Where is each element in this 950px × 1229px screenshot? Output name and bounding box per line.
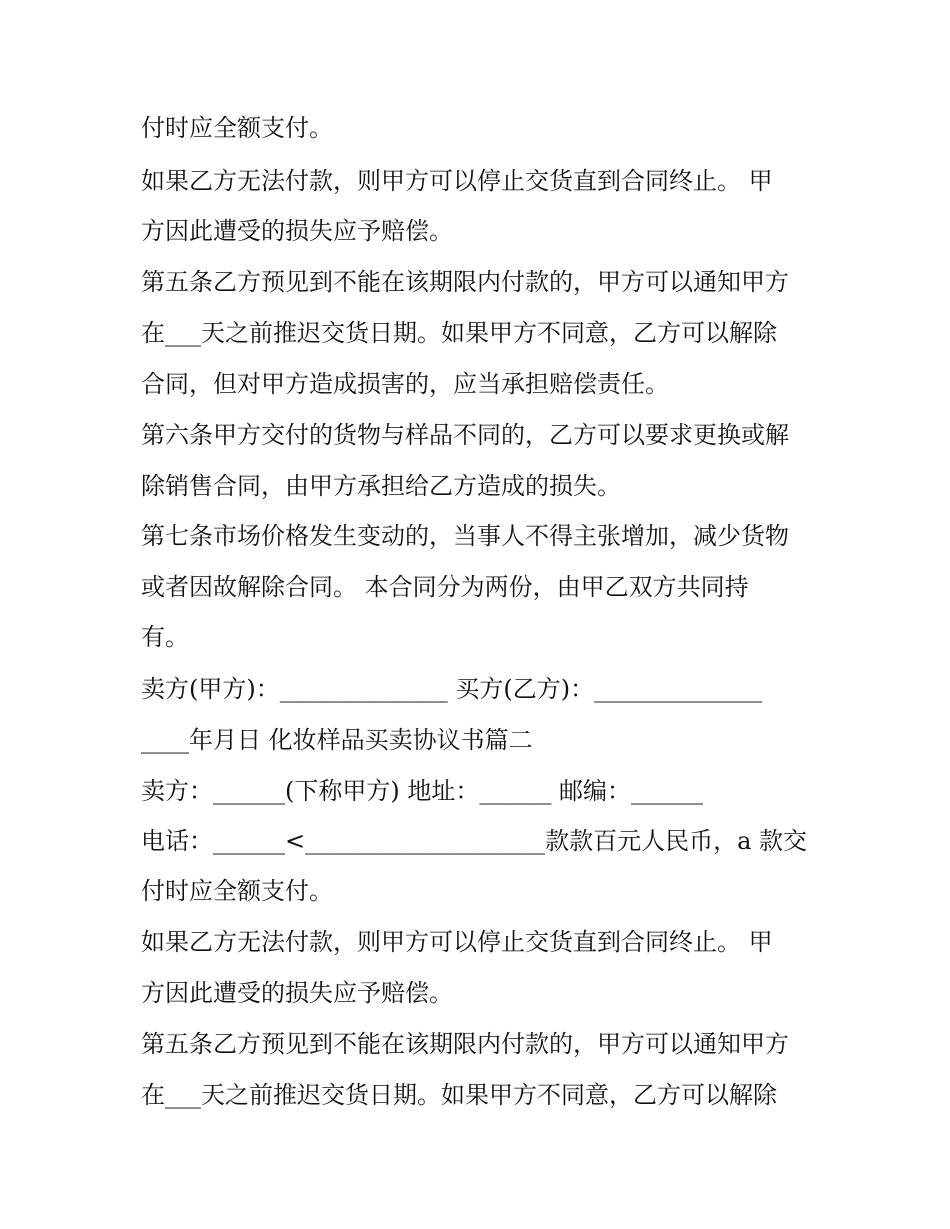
seller-info-line: 卖方：______(下称甲方) 地址：______ 邮编：______	[141, 777, 703, 805]
text-line: 第五条乙方预见到不能在该期限内付款的，甲方可以通知甲方	[141, 1030, 789, 1058]
text-line: 如果乙方无法付款，则甲方可以停止交货直到合同终止。 甲	[141, 928, 773, 956]
phone-payment-line: 电话：______<____________________款款百元人民币，a 款交	[141, 827, 808, 855]
text-line: 第五条乙方预见到不能在该期限内付款的，甲方可以通知甲方	[141, 268, 789, 296]
text-line: 付时应全额支付。	[141, 877, 333, 905]
signature-line: 卖方(甲方)：______________ 买方(乙方)：______________	[141, 675, 763, 703]
text-line: 付时应全额支付。	[141, 114, 333, 142]
text-line: 方因此遭受的损失应予赔偿。	[141, 217, 453, 245]
text-line: 第七条市场价格发生变动的，当事人不得主张增加，减少货物	[141, 522, 789, 550]
text-line: 第六条甲方交付的货物与样品不同的，乙方可以要求更换或解	[141, 421, 789, 449]
text-line: 在___天之前推迟交货日期。如果甲方不同意，乙方可以解除	[141, 319, 777, 347]
text-line: 如果乙方无法付款，则甲方可以停止交货直到合同终止。 甲	[141, 167, 773, 195]
text-line: 合同，但对甲方造成损害的，应当承担赔偿责任。	[141, 370, 669, 398]
text-line: 方因此遭受的损失应予赔偿。	[141, 979, 453, 1007]
text-line: 或者因故解除合同。 本合同分为两份，由甲乙双方共同持	[141, 573, 749, 601]
text-line: 有。	[141, 623, 189, 651]
section-heading-line: ____年月日 化妆样品买卖协议书篇二	[141, 726, 533, 754]
text-line: 除销售合同，由甲方承担给乙方造成的损失。	[141, 472, 621, 500]
text-line: 在___天之前推迟交货日期。如果甲方不同意，乙方可以解除	[141, 1081, 777, 1109]
